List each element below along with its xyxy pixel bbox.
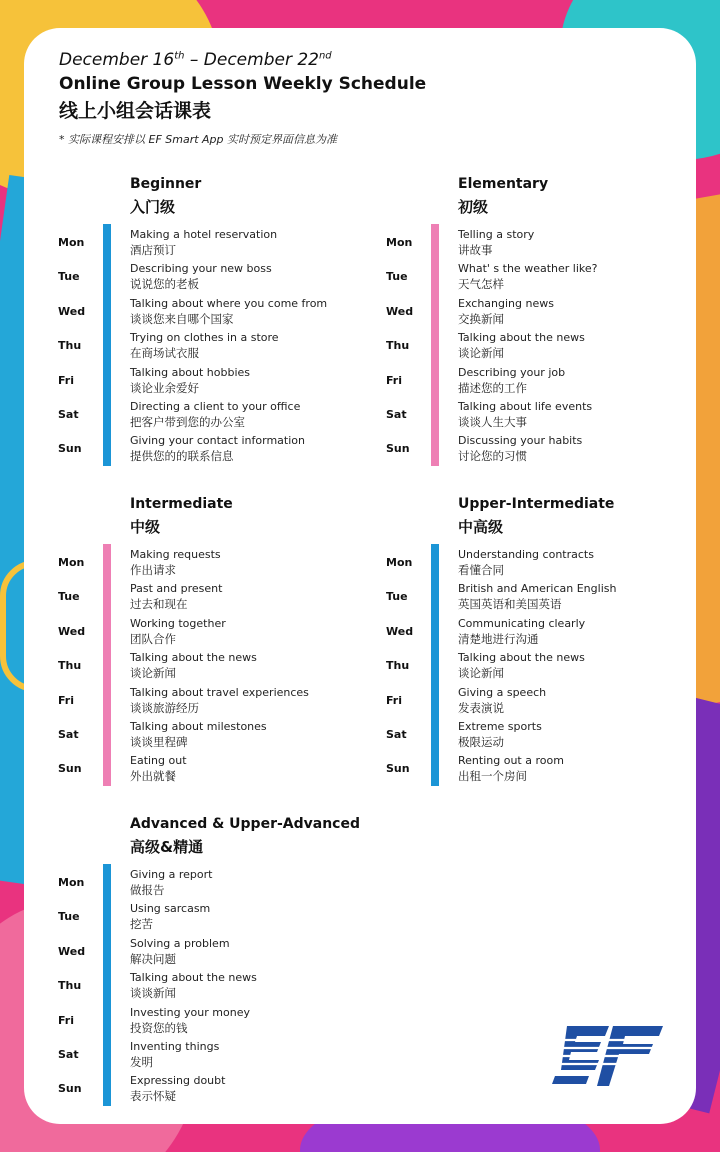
day-label: Thu (58, 979, 82, 993)
topic-zh: 在商场试衣服 (130, 346, 199, 361)
topic-en: Expressing doubt (130, 1074, 226, 1088)
schedule-row (24, 902, 354, 936)
day-label: Fri (386, 373, 403, 387)
topic-en: What' s the weather like? (458, 262, 598, 276)
day-label: Tue (58, 270, 80, 284)
schedule-row (352, 617, 682, 651)
schedule-row (24, 1006, 354, 1040)
day-label: Sat (58, 408, 79, 421)
schedule-row (352, 651, 682, 685)
topic-en: Talking about where you come from (130, 296, 328, 310)
topic-zh: 过去和现在 (130, 597, 188, 612)
topic-en: Talking about the news (130, 651, 257, 665)
topic-en: Telling a story (458, 228, 535, 241)
topic-en: Describing your new boss (130, 262, 272, 276)
topic-en: Talking about the news (458, 331, 585, 345)
level-section (352, 496, 682, 796)
topic-en: Talking about hobbies (130, 365, 251, 379)
schedule-row (24, 434, 354, 468)
topic-zh: 酒店预订 (130, 243, 176, 257)
day-label: Tue (58, 910, 80, 924)
schedule-row (24, 582, 354, 616)
day-label: Sun (58, 1082, 82, 1096)
day-label: Sun (58, 442, 82, 456)
topic-en: Talking about the news (458, 651, 585, 665)
topic-zh: 看懂合同 (458, 563, 504, 577)
topic-en: Past and present (130, 582, 223, 596)
topic-zh: 讲故事 (458, 243, 493, 257)
day-label: Mon (58, 236, 85, 249)
schedule-row (24, 1074, 354, 1108)
schedule-row (352, 582, 682, 616)
schedule-row (352, 400, 682, 434)
day-label: Sat (58, 728, 79, 741)
level-title: Intermediate (130, 496, 233, 512)
day-label: Wed (58, 944, 86, 958)
topic-en: Giving a speech (458, 685, 547, 699)
schedule-row (24, 720, 354, 754)
topic-zh: 讨论您的习惯 (458, 449, 527, 464)
day-label: Mon (58, 556, 85, 569)
schedule-row (24, 548, 354, 582)
topic-zh: 表示怀疑 (130, 1089, 176, 1104)
topic-zh: 英国英语和美国英语 (458, 597, 562, 612)
level-section (24, 496, 354, 796)
topic-zh: 发明 (130, 1055, 153, 1069)
topic-en: Describing your job (458, 365, 566, 379)
schedule-row (24, 754, 354, 788)
day-label: Wed (58, 624, 86, 638)
schedule-row (352, 366, 682, 400)
day-label: Wed (58, 304, 86, 318)
day-label: Fri (58, 1013, 75, 1027)
day-label: Mon (58, 876, 85, 889)
topic-zh: 团队合作 (130, 631, 176, 646)
topic-en: Renting out a room (458, 754, 564, 768)
topic-zh: 清楚地进行沟通 (458, 631, 539, 646)
level-section (352, 176, 682, 476)
schedule-row (24, 868, 354, 902)
topic-zh: 解决问题 (130, 951, 176, 966)
topic-en: Giving a report (130, 868, 213, 881)
topic-zh: 谈论业余爱好 (130, 380, 199, 395)
topic-zh: 把客户带到您的办公室 (130, 415, 245, 429)
topic-zh: 谈论新闻 (458, 666, 504, 681)
schedule-row (352, 228, 682, 262)
day-label: Mon (386, 556, 413, 569)
topic-zh: 谈谈人生大事 (458, 415, 527, 429)
topic-zh: 谈论新闻 (458, 346, 504, 361)
level-title: Advanced & Upper-Advanced (130, 816, 361, 832)
schedule-row (24, 617, 354, 651)
topic-zh: 做报告 (130, 883, 165, 897)
day-label: Thu (58, 339, 82, 353)
schedule-row (352, 754, 682, 788)
schedule-row (24, 1040, 354, 1074)
schedule-row (352, 297, 682, 331)
page-title-zh: 线上小组会话课表 (59, 100, 212, 122)
page-title: Online Group Lesson Weekly Schedule (59, 74, 427, 94)
day-label: Wed (386, 624, 414, 638)
level-title: Elementary (458, 176, 549, 192)
schedule-row (24, 297, 354, 331)
day-label: Tue (386, 270, 408, 284)
level-title-zh: 中高级 (458, 518, 504, 536)
topic-en: Using sarcasm (130, 902, 211, 916)
schedule-row (24, 262, 354, 296)
topic-zh: 谈谈新闻 (130, 986, 176, 1001)
day-label: Sat (58, 1048, 79, 1061)
topic-zh: 谈论新闻 (130, 666, 176, 681)
topic-en: Understanding contracts (458, 548, 594, 561)
schedule-row (24, 331, 354, 365)
schedule-row (24, 366, 354, 400)
topic-en: Inventing things (130, 1040, 220, 1053)
topic-en: Talking about life events (458, 400, 593, 413)
schedule-row (352, 686, 682, 720)
schedule-row (24, 686, 354, 720)
topic-en: Discussing your habits (458, 434, 583, 448)
schedule-row (24, 400, 354, 434)
topic-zh: 出租一个房间 (458, 769, 527, 784)
topic-zh: 极限运动 (458, 735, 504, 749)
topic-en: Exchanging news (458, 296, 554, 310)
day-label: Sat (386, 728, 407, 741)
topic-zh: 描述您的工作 (458, 380, 527, 395)
schedule-card (24, 28, 696, 1124)
topic-en: Eating out (130, 754, 187, 768)
topic-en: Extreme sports (458, 720, 542, 733)
topic-en: Investing your money (130, 1005, 250, 1019)
topic-zh: 挖苦 (130, 917, 153, 932)
day-label: Thu (58, 659, 82, 673)
level-title-zh: 初级 (458, 198, 489, 216)
day-label: Sat (386, 408, 407, 421)
day-label: Wed (386, 304, 414, 318)
topic-en: Giving your contact information (130, 434, 305, 448)
day-label: Tue (58, 590, 80, 604)
topic-en: Solving a problem (130, 936, 230, 950)
level-section (24, 176, 354, 476)
topic-zh: 发表演说 (458, 700, 504, 715)
day-label: Sun (386, 442, 410, 456)
schedule-row (24, 651, 354, 685)
disclaimer-note: * 实际课程安排以 EF Smart App 实时预定界面信息为准 (59, 133, 338, 146)
day-label: Tue (386, 590, 408, 604)
schedule-row (352, 720, 682, 754)
topic-zh: 提供您的的联系信息 (130, 449, 234, 464)
topic-zh: 作出请求 (130, 563, 176, 577)
topic-zh: 谈谈您来自哪个国家 (130, 311, 234, 326)
day-label: Sun (58, 762, 82, 776)
day-label: Mon (386, 236, 413, 249)
schedule-row (352, 434, 682, 468)
ef-logo-icon (549, 1026, 663, 1094)
day-label: Thu (386, 659, 410, 673)
topic-zh: 谈谈旅游经历 (130, 700, 199, 715)
topic-en: Talking about travel experiences (130, 685, 309, 699)
topic-en: Directing a client to your office (130, 400, 301, 413)
topic-zh: 投资您的钱 (130, 1020, 188, 1035)
day-label: Fri (58, 373, 75, 387)
topic-zh: 外出就餐 (130, 769, 176, 784)
schedule-row (352, 331, 682, 365)
day-label: Sun (386, 762, 410, 776)
level-title: Upper-Intermediate (458, 496, 615, 512)
schedule-row (24, 228, 354, 262)
schedule-row (352, 548, 682, 582)
topic-en: Talking about milestones (130, 720, 267, 733)
level-section (24, 816, 361, 1116)
date-range: December 16th – December 22nd (59, 50, 332, 70)
topic-zh: 天气怎样 (458, 277, 504, 292)
schedule-row (24, 971, 354, 1005)
topic-en: Trying on clothes in a store (130, 331, 279, 345)
level-title-zh: 高级&精通 (130, 838, 204, 856)
day-label: Thu (386, 339, 410, 353)
schedule-row (24, 937, 354, 971)
topic-en: Communicating clearly (458, 616, 586, 630)
level-title-zh: 入门级 (130, 198, 176, 216)
topic-zh: 谈谈里程碑 (130, 735, 188, 749)
level-title-zh: 中级 (130, 518, 161, 536)
topic-en: Making requests (130, 548, 221, 561)
topic-zh: 说说您的老板 (130, 277, 199, 292)
topic-en: British and American English (458, 582, 617, 596)
day-label: Fri (58, 693, 75, 707)
topic-en: Making a hotel reservation (130, 228, 278, 241)
topic-en: Working together (130, 616, 226, 630)
topic-en: Talking about the news (130, 971, 257, 985)
schedule-row (352, 262, 682, 296)
day-label: Fri (386, 693, 403, 707)
topic-zh: 交换新闻 (458, 311, 504, 326)
level-title: Beginner (130, 176, 202, 192)
